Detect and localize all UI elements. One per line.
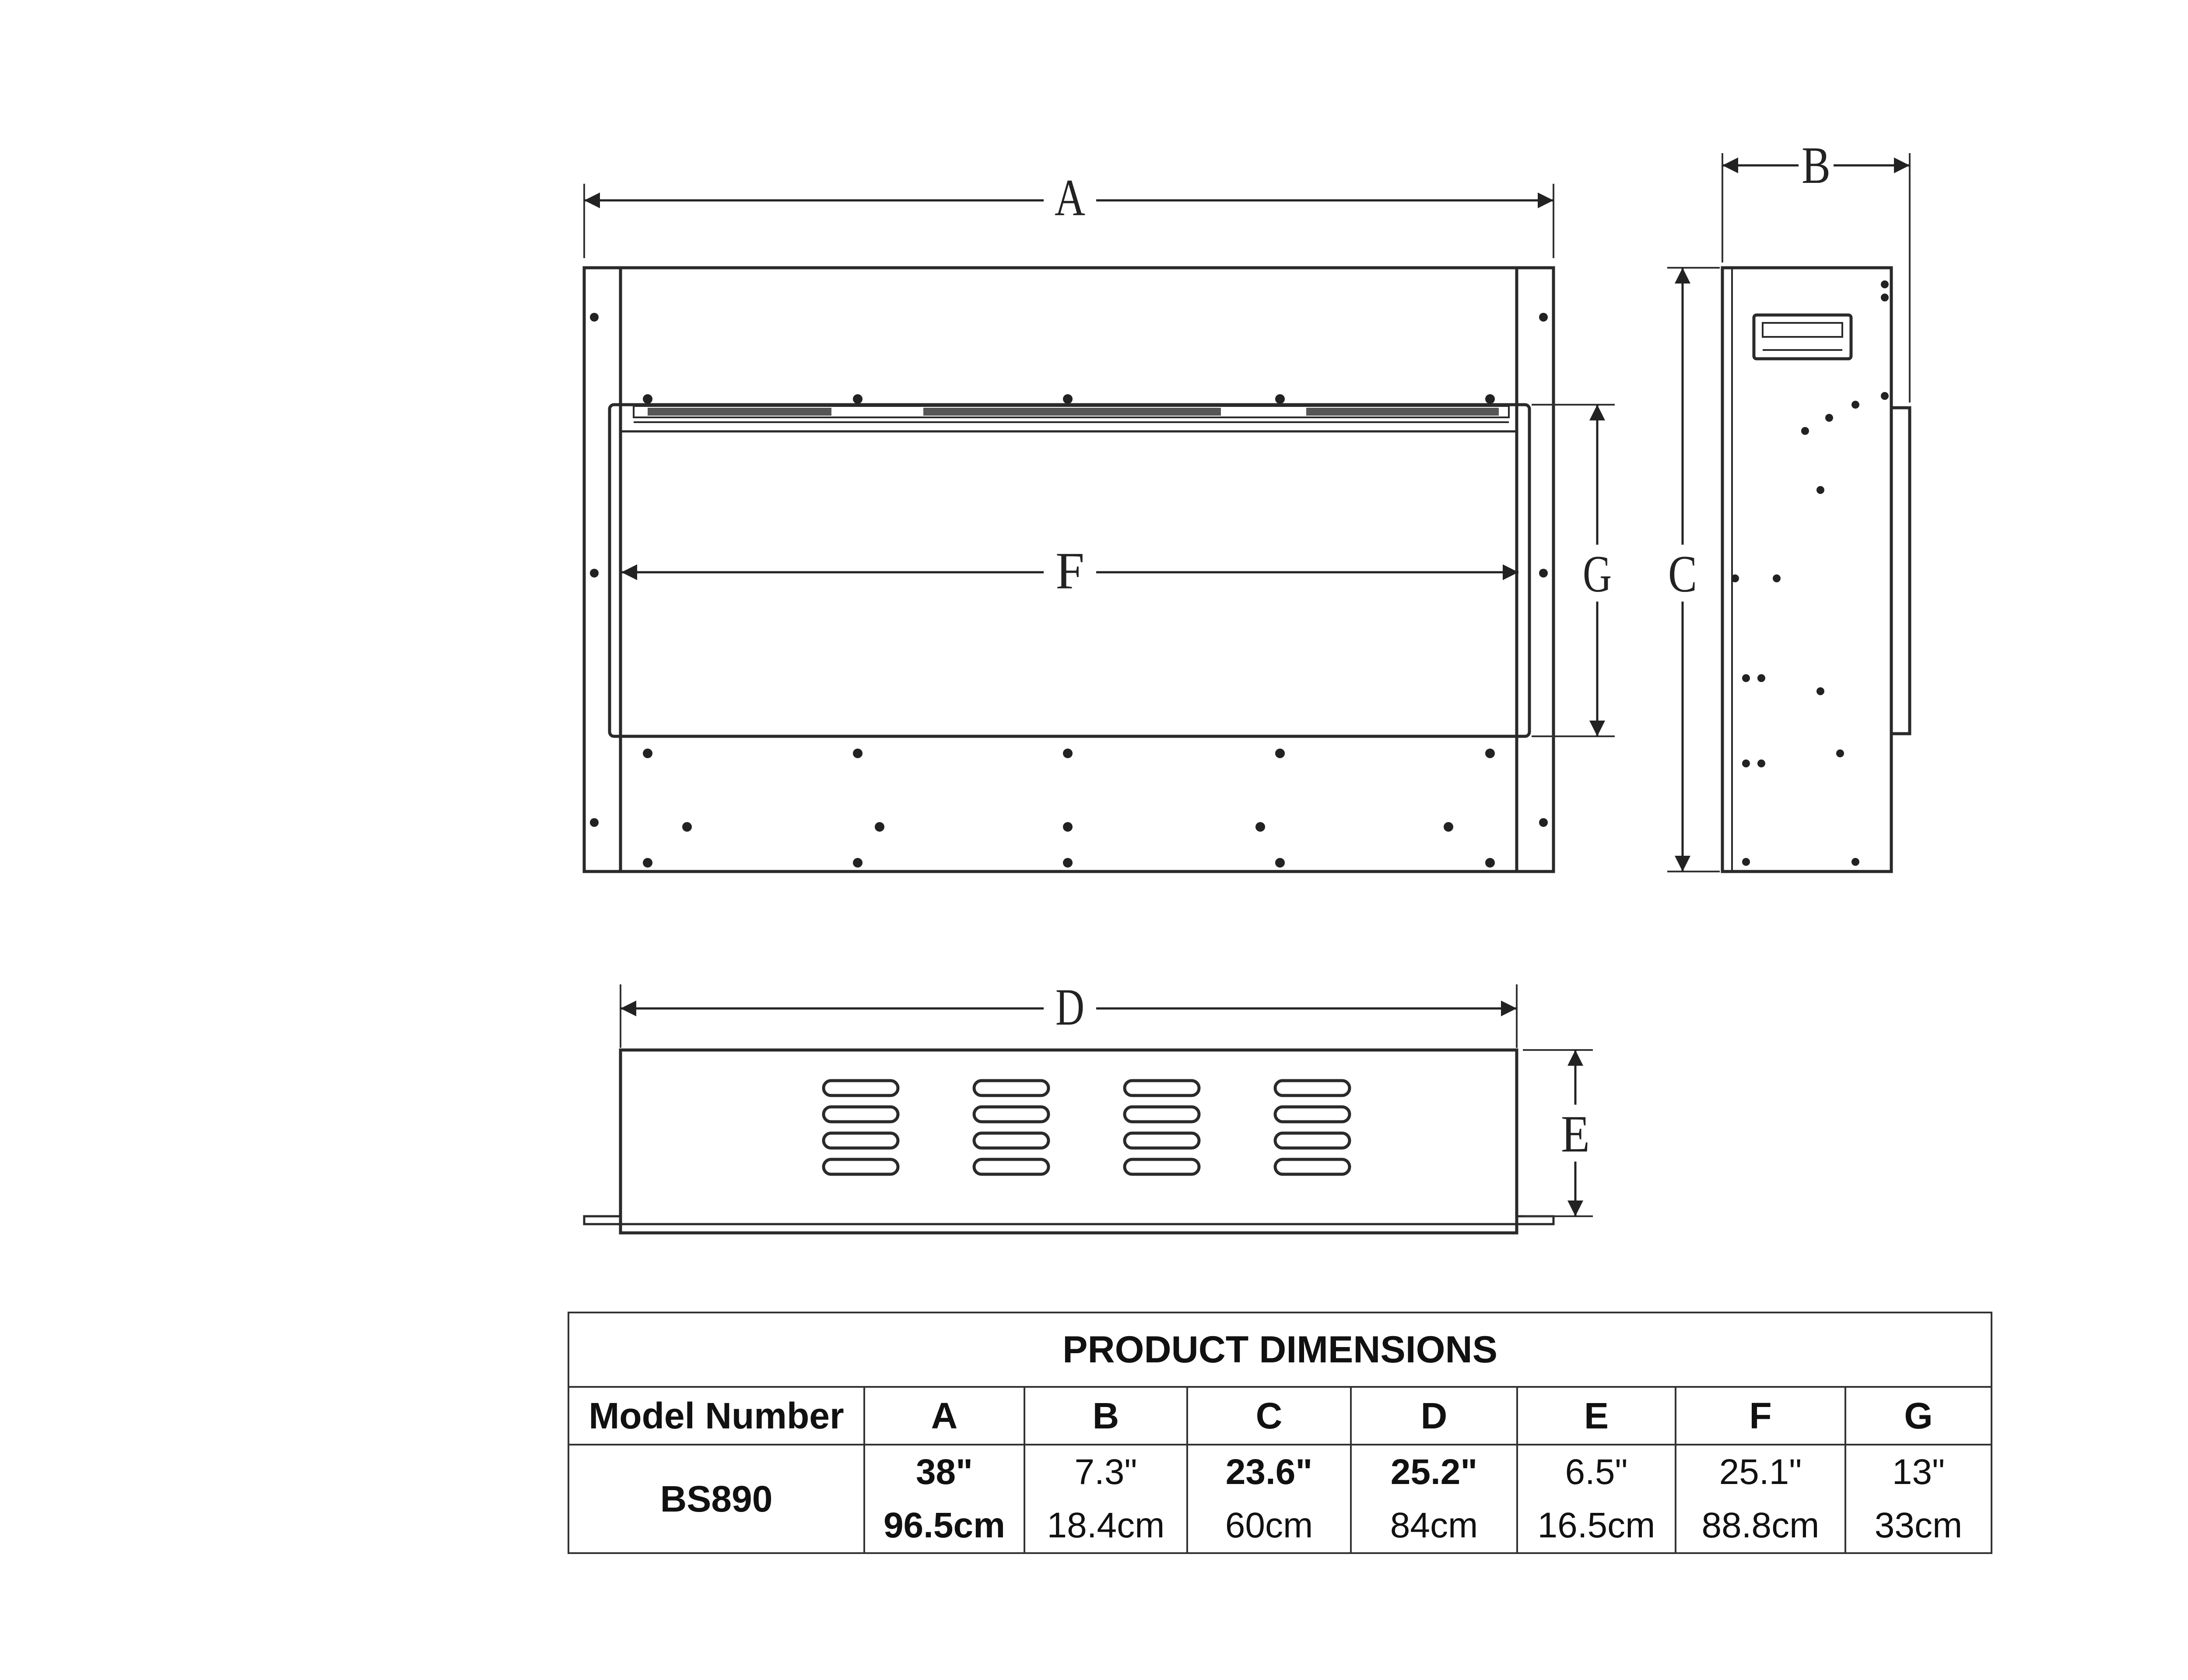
dimension-c (1667, 268, 1720, 872)
dimension-label-d: D (1055, 978, 1084, 1036)
value-f-metric: 88.8cm (1701, 1505, 1820, 1545)
value-d-metric: 84cm (1390, 1505, 1478, 1545)
value-d-cell (1351, 1445, 1517, 1553)
side-view-screws (1731, 280, 1889, 866)
table-header-row (568, 1387, 1992, 1445)
model-number-cell: BS890 (568, 1445, 864, 1553)
product-dimensions-table (568, 1312, 1992, 1554)
dimension-label-f: F (1055, 542, 1084, 600)
dimension-d (621, 978, 1517, 1048)
value-f-cell (1676, 1445, 1845, 1553)
header-a: A (864, 1387, 1024, 1445)
header-e: E (1517, 1387, 1676, 1445)
value-c-imperial: 23.6" (1225, 1452, 1313, 1492)
top-view-vents (824, 1081, 1350, 1174)
dimension-label-b: B (1802, 136, 1830, 194)
value-e-cell (1517, 1445, 1676, 1553)
value-d-imperial: 25.2" (1390, 1452, 1478, 1492)
value-e-imperial: 6.5" (1565, 1452, 1628, 1492)
header-model-number: Model Number (568, 1387, 864, 1445)
value-a-cell (864, 1445, 1024, 1553)
value-b-metric: 18.4cm (1047, 1505, 1165, 1545)
value-g-metric: 33cm (1874, 1505, 1963, 1545)
value-e-metric: 16.5cm (1537, 1505, 1655, 1545)
value-g-imperial: 13" (1892, 1452, 1945, 1492)
value-g-cell (1845, 1445, 1992, 1553)
value-c-cell (1187, 1445, 1351, 1553)
dimension-label-a: A (1055, 168, 1085, 227)
table-row (568, 1445, 1992, 1553)
value-b-cell (1024, 1445, 1187, 1553)
dimension-f (621, 542, 1518, 600)
side-view (1722, 268, 1910, 872)
dimension-label-c: C (1668, 545, 1697, 603)
dimension-e (1523, 1050, 1593, 1216)
top-view (584, 1050, 1553, 1233)
value-a-imperial: 38" (915, 1452, 973, 1492)
table-title: PRODUCT DIMENSIONS (568, 1312, 1992, 1387)
value-b-imperial: 7.3" (1074, 1452, 1137, 1492)
value-f-imperial: 25.1" (1719, 1452, 1802, 1492)
header-d: D (1351, 1387, 1517, 1445)
dimension-label-e: E (1561, 1105, 1590, 1163)
value-a-metric: 96.5cm (883, 1505, 1006, 1545)
dimension-label-g: G (1583, 545, 1612, 603)
dimension-a (584, 168, 1553, 258)
header-c: C (1187, 1387, 1351, 1445)
value-c-metric: 60cm (1225, 1505, 1313, 1545)
header-b: B (1024, 1387, 1187, 1445)
header-f: F (1676, 1387, 1845, 1445)
header-g: G (1845, 1387, 1992, 1445)
